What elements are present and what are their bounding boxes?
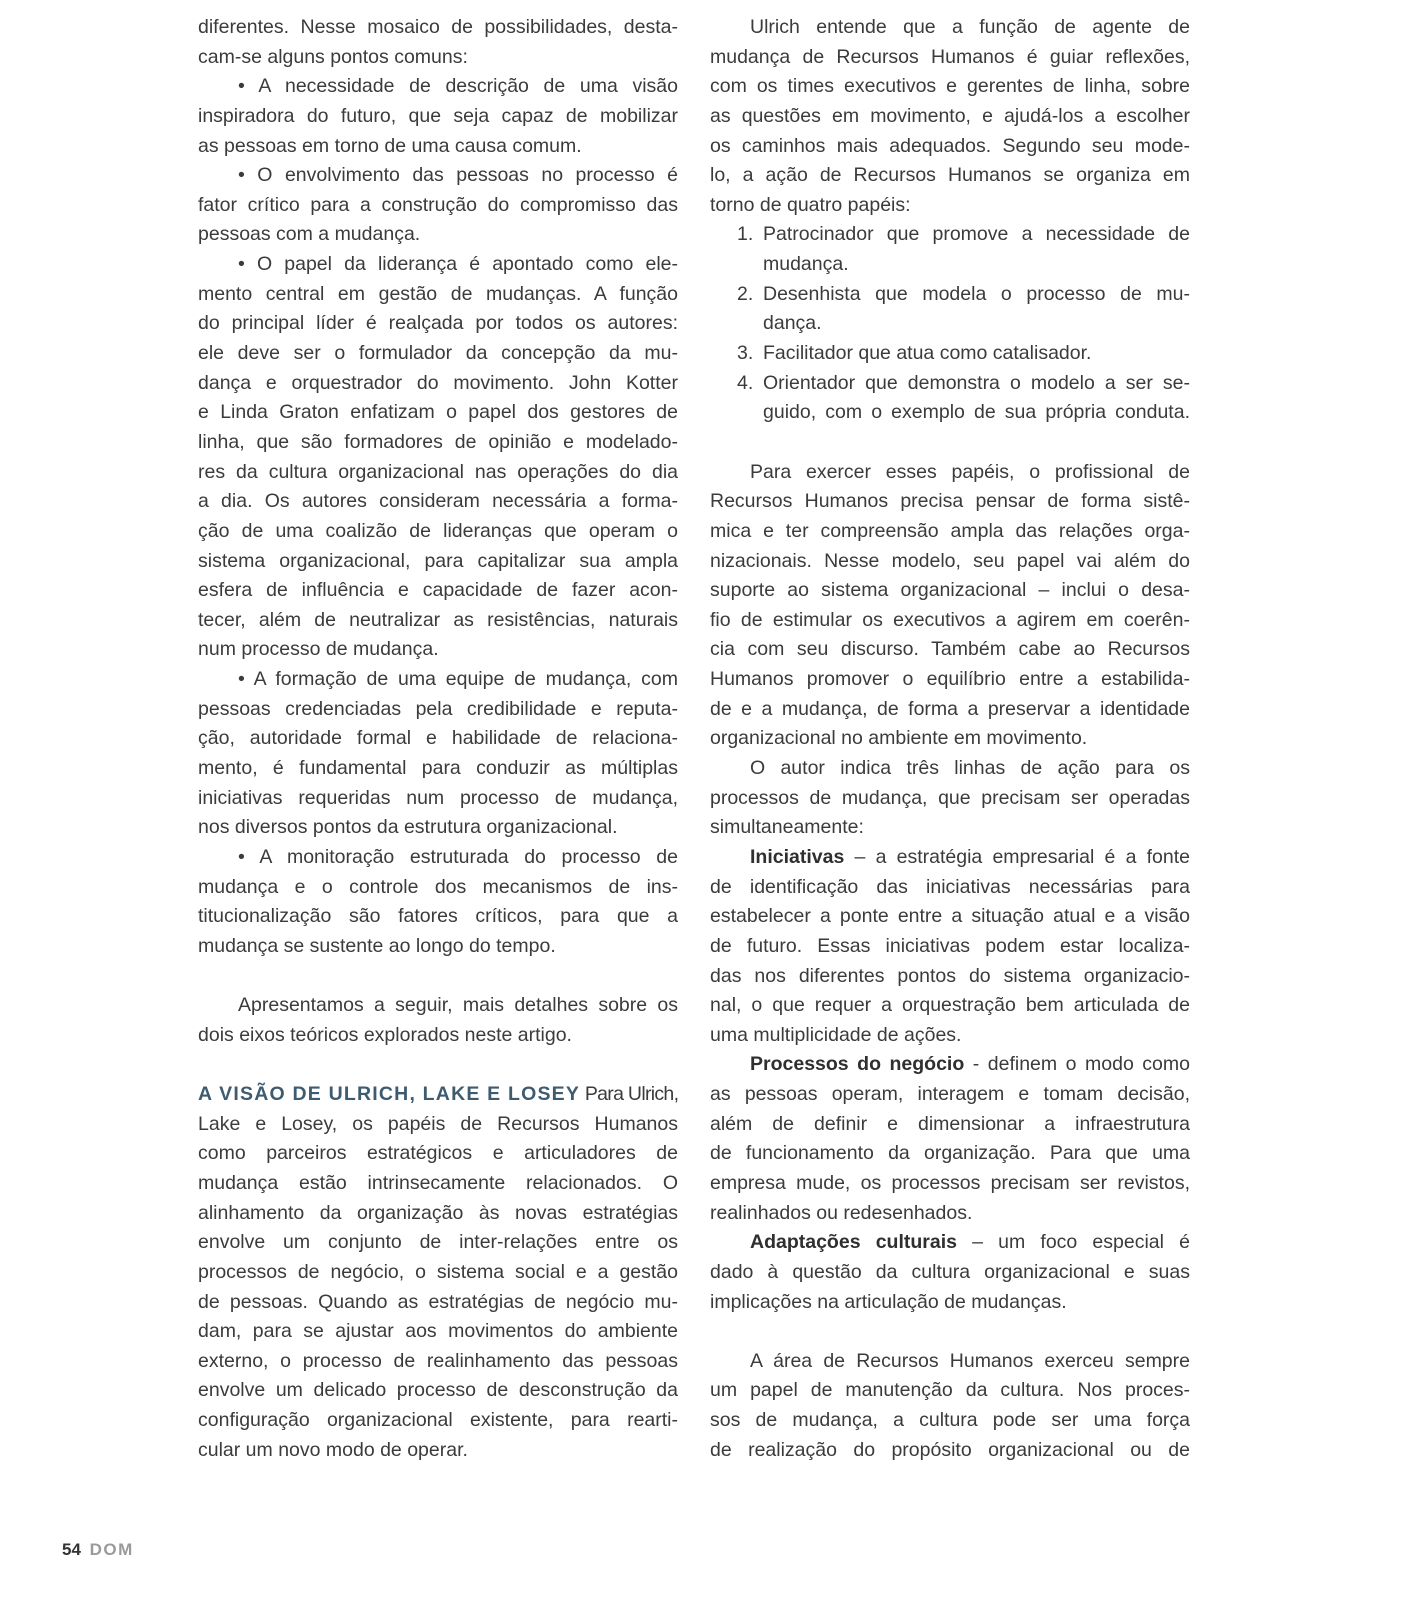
line-text: as pessoas operam, interagem e tomam decisão,: [710, 1083, 1190, 1106]
line-text: envolve um delicado processo de desconstrução da: [198, 1379, 678, 1402]
line-text: sistema organizacional, para capitalizar sua ampla: [198, 549, 678, 572]
line-text: Desenhista que modela o processo de mu-: [763, 282, 1190, 305]
line-text: organizacional no ambiente em movimento.: [710, 727, 1088, 750]
blank-line: [710, 428, 1190, 458]
line-text: Ulrich entende que a função de agente de: [750, 16, 1190, 38]
text-line: [710, 43, 1190, 73]
line-text: mica e ter compreensão ampla das relações orga-: [710, 519, 1190, 542]
line-text: como parceiros estratégicos e articuladores de: [198, 1142, 678, 1165]
text-line: [198, 132, 678, 162]
text-line: [198, 487, 678, 517]
line-text: inspiradora do futuro, que seja capaz de mobilizar: [198, 104, 678, 127]
text-line: [198, 547, 678, 577]
line-text: - definem o modo como: [964, 1053, 1190, 1076]
text-line: [198, 1169, 678, 1199]
line-text: Apresentamos a seguir, mais detalhes sobre os: [238, 994, 678, 1017]
left-column: [198, 13, 678, 1465]
text-line: [198, 1347, 678, 1377]
line-text: – um foco especial é: [956, 1231, 1190, 1254]
text-line: [198, 873, 678, 903]
text-line: [198, 932, 678, 962]
line-text: linha, que são formadores de opinião e modelado-: [198, 430, 678, 453]
text-line: [710, 1228, 1190, 1258]
text-line: [198, 43, 678, 73]
text-line: [710, 191, 1190, 221]
line-text: processos de mudança, que precisam ser operadas: [710, 786, 1190, 809]
line-text: as pessoas em torno de uma causa comum.: [198, 134, 582, 157]
line-text: • A monitoração estruturada do processo de: [238, 845, 678, 868]
text-line: [710, 1436, 1190, 1466]
text-line: [198, 606, 678, 636]
line-text: realinhados ou redesenhados.: [710, 1201, 973, 1224]
line-text: fator crítico para a construção do compromisso das: [198, 193, 678, 216]
magazine-name: DOM: [89, 1540, 134, 1559]
text-line: [198, 902, 678, 932]
line-text: mudança estão intrinsecamente relacionados. O: [198, 1171, 678, 1194]
text-line: [710, 1376, 1190, 1406]
line-text: Para exercer esses papéis, o profissional de: [750, 460, 1190, 483]
text-line: [710, 695, 1190, 725]
line-text: Recursos Humanos precisa pensar de forma sistê-: [710, 490, 1190, 513]
line-text: alinhamento da organização às novas estratégias: [198, 1201, 678, 1224]
text-line: [710, 339, 1190, 369]
line-text: diferentes. Nesse mosaico de possibilidades, desta-: [198, 16, 678, 38]
line-text: com os times executivos e gerentes de linha, sobre: [710, 75, 1190, 98]
line-text: Humanos promover o equilíbrio entre a estabilida-: [710, 668, 1190, 691]
line-text: empresa mude, os processos precisam ser revistos,: [710, 1171, 1190, 1194]
text-line: [710, 458, 1190, 488]
page-number: 54: [62, 1540, 81, 1559]
text-line: [710, 369, 1190, 399]
bold-term: Adaptações culturais: [750, 1231, 957, 1254]
line-text: ele deve ser o formulador da concepção da mu-: [198, 342, 678, 365]
line-text: guido, com o exemplo de sua própria conduta.: [763, 401, 1190, 424]
line-text: envolve um conjunto de inter-relações entre os: [198, 1231, 678, 1254]
text-line: [710, 398, 1190, 428]
text-line: [198, 665, 678, 695]
text-line: [710, 843, 1190, 873]
text-line: [710, 487, 1190, 517]
text-line: [198, 1436, 678, 1466]
blank-line: [198, 1050, 678, 1080]
text-line: [198, 1288, 678, 1318]
line-text: Para Ulrich,: [580, 1083, 679, 1106]
text-line: [198, 843, 678, 873]
line-text: • O envolvimento das pessoas no processo é: [238, 164, 678, 187]
text-line: [710, 606, 1190, 636]
line-text: titucionalização são fatores críticos, para que a: [198, 905, 678, 928]
line-text: implicações na articulação de mudanças.: [710, 1290, 1067, 1313]
line-text: esfera de influência e capacidade de fazer acon-: [198, 579, 678, 602]
line-text: cular um novo modo de operar.: [198, 1438, 468, 1461]
line-text: mento, é fundamental para conduzir as múltiplas: [198, 757, 678, 780]
text-line: [198, 72, 678, 102]
text-line: [710, 220, 1190, 250]
text-line: [710, 576, 1190, 606]
text-line: [198, 161, 678, 191]
line-text: externo, o processo de realinhamento das pessoas: [198, 1349, 678, 1372]
text-line: [198, 13, 678, 43]
line-text: mudança se sustente ao longo do tempo.: [198, 934, 556, 957]
text-line: [710, 102, 1190, 132]
line-text: lo, a ação de Recursos Humanos se organiza em: [710, 164, 1190, 187]
list-number: 3.: [737, 342, 754, 365]
line-text: mudança.: [763, 253, 849, 276]
text-line: [198, 754, 678, 784]
line-text: de futuro. Essas iniciativas podem estar localiza-: [710, 934, 1190, 957]
text-line: [198, 576, 678, 606]
line-text: de e a mudança, de forma a preservar a identidade: [710, 697, 1190, 720]
line-text: uma multiplicidade de ações.: [710, 1023, 962, 1046]
line-text: pessoas credenciadas pela credibilidade e reputa-: [198, 697, 678, 720]
line-text: dado à questão da cultura organizacional e suas: [710, 1260, 1190, 1283]
text-line: [710, 1199, 1190, 1229]
line-text: processos de negócio, o sistema social e a gestão: [198, 1260, 678, 1283]
line-text: e Linda Graton enfatizam o papel dos gestores de: [198, 401, 678, 424]
text-line: [710, 724, 1190, 754]
line-text: tecer, além de neutralizar as resistências, naturais: [198, 608, 678, 631]
line-text: num processo de mudança.: [198, 638, 439, 661]
list-number: 2.: [737, 282, 754, 305]
list-number: 4.: [737, 371, 754, 394]
text-line: [710, 280, 1190, 310]
text-line: [710, 1110, 1190, 1140]
line-text: • O papel da liderança é apontado como ele-: [238, 253, 678, 276]
text-line: [710, 932, 1190, 962]
text-line: [710, 132, 1190, 162]
line-text: Lake e Losey, os papéis de Recursos Humanos: [198, 1112, 678, 1135]
bold-term: Iniciativas: [750, 845, 845, 868]
text-line: [198, 1258, 678, 1288]
line-text: • A formação de uma equipe de mudança, com: [238, 668, 678, 691]
text-line: [198, 339, 678, 369]
text-line: [710, 813, 1190, 843]
text-line: [198, 191, 678, 221]
text-line: [710, 754, 1190, 784]
text-line: [198, 813, 678, 843]
text-line: [710, 517, 1190, 547]
text-line: [198, 369, 678, 399]
line-text: os caminhos mais adequados. Segundo seu mode-: [710, 134, 1190, 157]
line-text: dança e orquestrador do movimento. John Kotter: [198, 371, 678, 394]
line-text: suporte ao sistema organizacional – inclui o desa-: [710, 579, 1190, 602]
line-text: além de definir e dimensionar a infraestrutura: [710, 1112, 1190, 1135]
line-text: cia com seu discurso. Também cabe ao Recursos: [710, 638, 1190, 661]
text-line: [710, 1139, 1190, 1169]
text-line: [710, 250, 1190, 280]
text-line: [198, 724, 678, 754]
line-text: O autor indica três linhas de ação para os: [750, 757, 1190, 780]
line-text: ção, autoridade formal e habilidade de relaciona-: [198, 727, 678, 750]
page-footer: [62, 1540, 134, 1560]
line-text: ção de uma coalizão de lideranças que operam o: [198, 519, 678, 542]
line-text: nal, o que requer a orquestração bem articulada de: [710, 994, 1190, 1017]
text-line: [198, 220, 678, 250]
line-text: A área de Recursos Humanos exerceu sempre: [750, 1349, 1190, 1372]
line-text: de pessoas. Quando as estratégias de negócio mu-: [198, 1290, 678, 1313]
line-text: dança.: [763, 312, 822, 335]
text-line: [198, 280, 678, 310]
text-line: [198, 458, 678, 488]
text-line: [198, 398, 678, 428]
line-text: sos de mudança, a cultura pode ser uma força: [710, 1409, 1190, 1432]
text-line: [710, 1406, 1190, 1436]
line-text: pessoas com a mudança.: [198, 223, 421, 246]
text-line: [198, 784, 678, 814]
text-line: [710, 1021, 1190, 1051]
text-line: [198, 1199, 678, 1229]
line-text: um papel de manutenção da cultura. Nos proces-: [710, 1379, 1190, 1402]
text-line: [710, 991, 1190, 1021]
text-line: [198, 1406, 678, 1436]
text-line: [710, 873, 1190, 903]
text-line: [710, 1258, 1190, 1288]
text-line: [710, 72, 1190, 102]
line-text: nos diversos pontos da estrutura organizacional.: [198, 816, 618, 839]
bold-term: Processos do negócio: [750, 1053, 965, 1076]
line-text: dam, para se ajustar aos movimentos do ambiente: [198, 1320, 678, 1343]
text-line: [198, 695, 678, 725]
text-line: [710, 635, 1190, 665]
line-text: fio de estimular os executivos a agirem em coerên-: [710, 608, 1190, 631]
line-text: estabelecer a ponte entre a situação atual e a visão: [710, 905, 1190, 928]
text-line: [198, 517, 678, 547]
line-text: cam-se alguns pontos comuns:: [198, 45, 468, 68]
text-line: [710, 1347, 1190, 1377]
text-line: [710, 161, 1190, 191]
text-line: [198, 991, 678, 1021]
line-text: nizacionais. Nesse modelo, seu papel vai além do: [710, 549, 1190, 572]
text-line: [198, 1317, 678, 1347]
text-line: [198, 428, 678, 458]
line-text: do principal líder é realçada por todos os autores:: [198, 312, 678, 335]
text-line: [710, 902, 1190, 932]
line-text: iniciativas requeridas num processo de mudança,: [198, 786, 678, 809]
line-text: dois eixos teóricos explorados neste artigo.: [198, 1023, 572, 1046]
line-text: res da cultura organizacional nas operações do dia: [198, 460, 678, 483]
text-line: [710, 1080, 1190, 1110]
text-line: [710, 665, 1190, 695]
text-line: [198, 1376, 678, 1406]
line-text: das nos diferentes pontos do sistema organizacio-: [710, 964, 1190, 987]
text-line: [198, 102, 678, 132]
text-line: [710, 547, 1190, 577]
text-line: [710, 962, 1190, 992]
line-text: torno de quatro papéis:: [710, 193, 911, 216]
text-line: [198, 1139, 678, 1169]
list-number: 1.: [737, 223, 754, 246]
text-line: [198, 250, 678, 280]
line-text: – a estratégia empresarial é a fonte: [844, 845, 1190, 868]
text-line: [710, 1169, 1190, 1199]
blank-line: [710, 1317, 1190, 1347]
text-line: [710, 784, 1190, 814]
right-column: [710, 13, 1190, 1465]
text-line: [198, 1228, 678, 1258]
text-line: [710, 309, 1190, 339]
line-text: simultaneamente:: [710, 816, 864, 839]
line-text: Orientador que demonstra o modelo a ser se-: [763, 371, 1190, 394]
line-text: Patrocinador que promove a necessidade de: [763, 223, 1190, 246]
line-text: mento central em gestão de mudanças. A função: [198, 282, 678, 305]
text-line: [198, 309, 678, 339]
line-text: de funcionamento da organização. Para que uma: [710, 1142, 1190, 1165]
line-text: configuração organizacional existente, para rearti-: [198, 1409, 678, 1432]
line-text: de realização do propósito organizacional ou de: [710, 1438, 1190, 1461]
line-text: Facilitador que atua como catalisador.: [763, 342, 1092, 365]
text-line: [710, 13, 1190, 43]
blank-line: [198, 962, 678, 992]
section-heading: A VISÃO DE ULRICH, LAKE E LOSEY: [198, 1083, 581, 1106]
text-line: [710, 1050, 1190, 1080]
line-text: • A necessidade de descrição de uma visão: [238, 75, 678, 98]
line-text: de identificação das iniciativas necessárias para: [710, 875, 1190, 898]
line-text: as questões em movimento, e ajudá-los a escolher: [710, 104, 1190, 127]
text-line: [198, 635, 678, 665]
text-line: [198, 1110, 678, 1140]
line-text: mudança de Recursos Humanos é guiar reflexões,: [710, 45, 1190, 68]
line-text: a dia. Os autores consideram necessária a forma-: [198, 490, 678, 513]
text-line: [710, 1288, 1190, 1318]
line-text: mudança e o controle dos mecanismos de ins-: [198, 875, 678, 898]
text-line: [198, 1021, 678, 1051]
text-line: [198, 1080, 678, 1110]
